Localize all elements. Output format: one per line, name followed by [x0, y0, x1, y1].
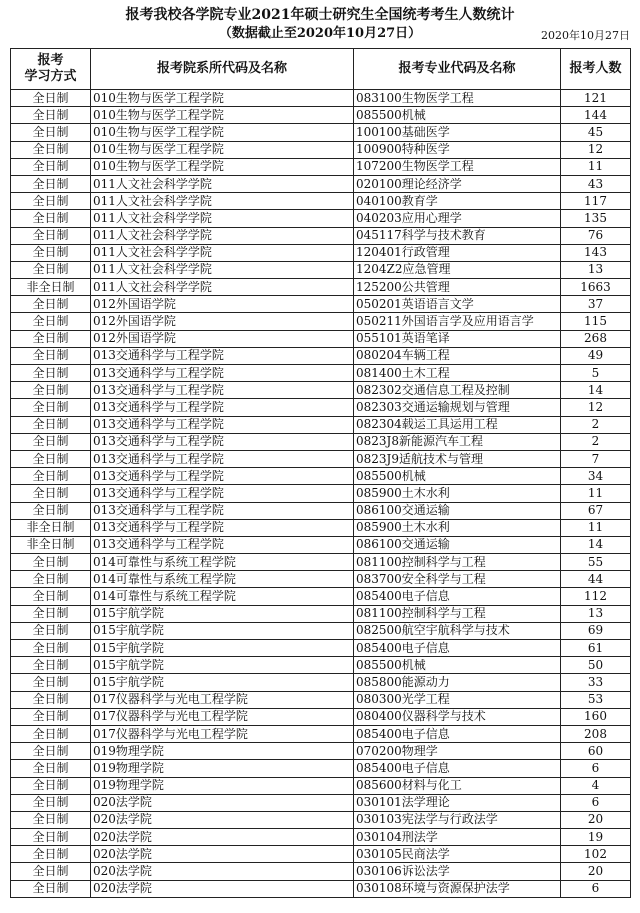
cell-study-mode: 全日制: [11, 90, 91, 107]
table-row: [11, 863, 631, 880]
table-row: [11, 330, 631, 347]
cell-study-mode: 全日制: [11, 588, 91, 605]
cell-applicant-count: 7: [561, 450, 631, 467]
cell-study-mode: 全日制: [11, 433, 91, 450]
cell-department: 013交通科学与工程学院: [91, 382, 354, 399]
cell-major: 045117科学与技术教育: [354, 227, 561, 244]
cell-study-mode: 全日制: [11, 554, 91, 571]
cell-applicant-count: 33: [561, 674, 631, 691]
cell-department: 014可靠性与系统工程学院: [91, 571, 354, 588]
cell-applicant-count: 69: [561, 622, 631, 639]
table-row: [11, 485, 631, 502]
table-row: [11, 227, 631, 244]
cell-department: 013交通科学与工程学院: [91, 536, 354, 553]
cell-applicant-count: 11: [561, 158, 631, 175]
header-applicant-count: 报考人数: [561, 49, 631, 90]
table-row: [11, 141, 631, 158]
cell-department: 013交通科学与工程学院: [91, 502, 354, 519]
cell-major: 030105民商法学: [354, 846, 561, 863]
cell-major: 040203应用心理学: [354, 210, 561, 227]
cell-applicant-count: 20: [561, 863, 631, 880]
table-row: [11, 261, 631, 278]
table-row: [11, 502, 631, 519]
cell-applicant-count: 112: [561, 588, 631, 605]
table-row: [11, 175, 631, 192]
table-row: [11, 468, 631, 485]
table-row: [11, 846, 631, 863]
cell-department: 015宇航学院: [91, 640, 354, 657]
table-row: [11, 124, 631, 141]
cell-applicant-count: 53: [561, 691, 631, 708]
cell-department: 013交通科学与工程学院: [91, 347, 354, 364]
cell-major: 040100教育学: [354, 193, 561, 210]
cell-department: 020法学院: [91, 794, 354, 811]
cell-department: 012外国语学院: [91, 296, 354, 313]
document-date: 2020年10月27日: [541, 29, 630, 42]
cell-study-mode: 全日制: [11, 347, 91, 364]
cell-department: 013交通科学与工程学院: [91, 519, 354, 536]
cell-applicant-count: 6: [561, 880, 631, 897]
cell-major: 082304载运工具运用工程: [354, 416, 561, 433]
cell-applicant-count: 2: [561, 433, 631, 450]
table-row: [11, 244, 631, 261]
cell-major: 080300光学工程: [354, 691, 561, 708]
table-row: [11, 210, 631, 227]
cell-applicant-count: 11: [561, 519, 631, 536]
cell-study-mode: 全日制: [11, 829, 91, 846]
cell-department: 019物理学院: [91, 743, 354, 760]
cell-major: 086100交通运输: [354, 536, 561, 553]
cell-study-mode: 全日制: [11, 777, 91, 794]
cell-major: 100900特种医学: [354, 141, 561, 158]
cell-department: 010生物与医学工程学院: [91, 90, 354, 107]
cell-study-mode: 全日制: [11, 811, 91, 828]
cell-major: 1204Z2应急管理: [354, 261, 561, 278]
cell-major: 085400电子信息: [354, 725, 561, 742]
table-row: [11, 365, 631, 382]
cell-major: 086100交通运输: [354, 502, 561, 519]
cell-study-mode: 全日制: [11, 468, 91, 485]
cell-department: 013交通科学与工程学院: [91, 450, 354, 467]
table-row: [11, 640, 631, 657]
cell-applicant-count: 34: [561, 468, 631, 485]
cell-study-mode: 全日制: [11, 416, 91, 433]
cell-study-mode: 全日制: [11, 880, 91, 897]
table-row: [11, 605, 631, 622]
cell-applicant-count: 1663: [561, 279, 631, 296]
table-row: [11, 90, 631, 107]
cell-applicant-count: 4: [561, 777, 631, 794]
cell-department: 020法学院: [91, 863, 354, 880]
table-row: [11, 313, 631, 330]
table-row: [11, 622, 631, 639]
cell-major: 030103宪法学与行政法学: [354, 811, 561, 828]
cell-applicant-count: 14: [561, 536, 631, 553]
cell-applicant-count: 76: [561, 227, 631, 244]
cell-department: 015宇航学院: [91, 622, 354, 639]
cell-study-mode: 全日制: [11, 691, 91, 708]
cell-department: 011人文社会科学学院: [91, 175, 354, 192]
table-row: [11, 743, 631, 760]
table-row: [11, 571, 631, 588]
table-row: [11, 880, 631, 897]
cell-applicant-count: 61: [561, 640, 631, 657]
cell-major: 030101法学理论: [354, 794, 561, 811]
cell-applicant-count: 135: [561, 210, 631, 227]
table-row: [11, 725, 631, 742]
document-title: 报考我校各学院专业2021年硕士研究生全国统考考生人数统计: [125, 7, 515, 23]
cell-applicant-count: 6: [561, 794, 631, 811]
cell-study-mode: 全日制: [11, 794, 91, 811]
cell-major: 120401行政管理: [354, 244, 561, 261]
table-row: [11, 588, 631, 605]
table-row: [11, 674, 631, 691]
table-row: [11, 536, 631, 553]
cell-department: 011人文社会科学学院: [91, 193, 354, 210]
cell-applicant-count: 19: [561, 829, 631, 846]
cell-department: 015宇航学院: [91, 605, 354, 622]
cell-applicant-count: 43: [561, 175, 631, 192]
cell-department: 010生物与医学工程学院: [91, 124, 354, 141]
cell-applicant-count: 143: [561, 244, 631, 261]
table-row: [11, 399, 631, 416]
table-row: [11, 829, 631, 846]
cell-applicant-count: 160: [561, 708, 631, 725]
table-row: [11, 691, 631, 708]
cell-applicant-count: 11: [561, 485, 631, 502]
cell-major: 082500航空宇航科学与技术: [354, 622, 561, 639]
cell-department: 010生物与医学工程学院: [91, 158, 354, 175]
cell-study-mode: 全日制: [11, 502, 91, 519]
cell-department: 020法学院: [91, 846, 354, 863]
cell-major: 081100控制科学与工程: [354, 605, 561, 622]
cell-study-mode: 全日制: [11, 124, 91, 141]
cell-applicant-count: 55: [561, 554, 631, 571]
cell-major: 085500机械: [354, 657, 561, 674]
cell-study-mode: 全日制: [11, 382, 91, 399]
cell-major: 030104刑法学: [354, 829, 561, 846]
header-study-mode: 报考 学习方式: [11, 49, 91, 90]
cell-study-mode: 全日制: [11, 175, 91, 192]
cell-study-mode: 全日制: [11, 743, 91, 760]
cell-applicant-count: 208: [561, 725, 631, 742]
cell-major: 050201英语语言文学: [354, 296, 561, 313]
cell-department: 020法学院: [91, 829, 354, 846]
cell-applicant-count: 13: [561, 261, 631, 278]
cell-major: 081100控制科学与工程: [354, 554, 561, 571]
cell-applicant-count: 60: [561, 743, 631, 760]
cell-study-mode: 非全日制: [11, 279, 91, 296]
cell-study-mode: 全日制: [11, 330, 91, 347]
cell-study-mode: 全日制: [11, 296, 91, 313]
cell-department: 013交通科学与工程学院: [91, 433, 354, 450]
cell-department: 011人文社会科学学院: [91, 279, 354, 296]
cell-applicant-count: 50: [561, 657, 631, 674]
cell-major: 085500机械: [354, 468, 561, 485]
cell-department: 013交通科学与工程学院: [91, 485, 354, 502]
cell-department: 017仪器科学与光电工程学院: [91, 725, 354, 742]
header-major: 报考专业代码及名称: [354, 49, 561, 90]
cell-major: 085400电子信息: [354, 760, 561, 777]
cell-applicant-count: 268: [561, 330, 631, 347]
table-row: [11, 193, 631, 210]
cell-study-mode: 全日制: [11, 450, 91, 467]
cell-study-mode: 全日制: [11, 313, 91, 330]
cell-applicant-count: 67: [561, 502, 631, 519]
cell-applicant-count: 117: [561, 193, 631, 210]
cell-major: 055101英语笔译: [354, 330, 561, 347]
table-row: [11, 296, 631, 313]
cell-applicant-count: 5: [561, 365, 631, 382]
cell-department: 011人文社会科学学院: [91, 210, 354, 227]
cell-study-mode: 全日制: [11, 725, 91, 742]
cell-study-mode: 全日制: [11, 210, 91, 227]
table-row: [11, 416, 631, 433]
table-row: [11, 811, 631, 828]
cell-department: 017仪器科学与光电工程学院: [91, 691, 354, 708]
cell-study-mode: 全日制: [11, 261, 91, 278]
cell-study-mode: 非全日制: [11, 536, 91, 553]
cell-major: 107200生物医学工程: [354, 158, 561, 175]
cell-applicant-count: 13: [561, 605, 631, 622]
cell-department: 020法学院: [91, 880, 354, 897]
cell-study-mode: 全日制: [11, 640, 91, 657]
table-row: [11, 382, 631, 399]
table-row: [11, 657, 631, 674]
cell-major: 125200公共管理: [354, 279, 561, 296]
cell-study-mode: 全日制: [11, 365, 91, 382]
cell-study-mode: 全日制: [11, 107, 91, 124]
cell-department: 013交通科学与工程学院: [91, 468, 354, 485]
cell-department: 017仪器科学与光电工程学院: [91, 708, 354, 725]
cell-major: 085600材料与化工: [354, 777, 561, 794]
cell-study-mode: 全日制: [11, 571, 91, 588]
cell-study-mode: 非全日制: [11, 519, 91, 536]
cell-department: 019物理学院: [91, 777, 354, 794]
cell-applicant-count: 37: [561, 296, 631, 313]
cell-major: 050211外国语言学及应用语言学: [354, 313, 561, 330]
table-row: [11, 107, 631, 124]
cell-applicant-count: 115: [561, 313, 631, 330]
cell-major: 085400电子信息: [354, 640, 561, 657]
table-row: [11, 433, 631, 450]
table-row: [11, 450, 631, 467]
cell-study-mode: 全日制: [11, 846, 91, 863]
cell-department: 019物理学院: [91, 760, 354, 777]
cell-department: 012外国语学院: [91, 313, 354, 330]
cell-department: 015宇航学院: [91, 674, 354, 691]
cell-department: 010生物与医学工程学院: [91, 141, 354, 158]
table-row: [11, 554, 631, 571]
cell-applicant-count: 44: [561, 571, 631, 588]
cell-department: 012外国语学院: [91, 330, 354, 347]
cell-major: 0823J8新能源汽车工程: [354, 433, 561, 450]
cell-applicant-count: 20: [561, 811, 631, 828]
cell-study-mode: 全日制: [11, 158, 91, 175]
cell-major: 030106诉讼法学: [354, 863, 561, 880]
cell-department: 010生物与医学工程学院: [91, 107, 354, 124]
table-row: [11, 708, 631, 725]
cell-study-mode: 全日制: [11, 863, 91, 880]
cell-applicant-count: 144: [561, 107, 631, 124]
cell-major: 085900土木水利: [354, 519, 561, 536]
cell-study-mode: 全日制: [11, 657, 91, 674]
cell-applicant-count: 6: [561, 760, 631, 777]
cell-major: 070200物理学: [354, 743, 561, 760]
cell-major: 100100基础医学: [354, 124, 561, 141]
cell-major: 0823J9适航技术与管理: [354, 450, 561, 467]
cell-major: 082302交通信息工程及控制: [354, 382, 561, 399]
cell-applicant-count: 12: [561, 141, 631, 158]
table-row: [11, 519, 631, 536]
cell-department: 011人文社会科学学院: [91, 244, 354, 261]
cell-applicant-count: 14: [561, 382, 631, 399]
header-department: 报考院系所代码及名称: [91, 49, 354, 90]
cell-major: 085500机械: [354, 107, 561, 124]
cell-study-mode: 全日制: [11, 622, 91, 639]
cell-study-mode: 全日制: [11, 244, 91, 261]
cell-department: 011人文社会科学学院: [91, 227, 354, 244]
cell-department: 013交通科学与工程学院: [91, 399, 354, 416]
table-body: [11, 90, 631, 898]
cell-applicant-count: 49: [561, 347, 631, 364]
cell-study-mode: 全日制: [11, 485, 91, 502]
cell-major: 083100生物医学工程: [354, 90, 561, 107]
table-row: [11, 794, 631, 811]
cell-applicant-count: 121: [561, 90, 631, 107]
table-row: [11, 158, 631, 175]
cell-major: 030108环境与资源保护法学: [354, 880, 561, 897]
cell-study-mode: 全日制: [11, 674, 91, 691]
cell-applicant-count: 12: [561, 399, 631, 416]
cell-department: 015宇航学院: [91, 657, 354, 674]
cell-study-mode: 全日制: [11, 399, 91, 416]
cell-major: 080400仪器科学与技术: [354, 708, 561, 725]
cell-major: 085800能源动力: [354, 674, 561, 691]
statistics-table: [10, 48, 631, 898]
cell-study-mode: 全日制: [11, 708, 91, 725]
cell-applicant-count: 102: [561, 846, 631, 863]
cell-department: 013交通科学与工程学院: [91, 365, 354, 382]
table-row: [11, 777, 631, 794]
cell-major: 085400电子信息: [354, 588, 561, 605]
table-row: [11, 279, 631, 296]
cell-study-mode: 全日制: [11, 760, 91, 777]
cell-major: 020100理论经济学: [354, 175, 561, 192]
document-subtitle: （数据截止至2020年10月27日）: [218, 26, 422, 41]
cell-study-mode: 全日制: [11, 141, 91, 158]
cell-department: 014可靠性与系统工程学院: [91, 588, 354, 605]
table-row: [11, 347, 631, 364]
cell-major: 085900土木水利: [354, 485, 561, 502]
cell-study-mode: 全日制: [11, 227, 91, 244]
cell-major: 080204车辆工程: [354, 347, 561, 364]
cell-major: 081400土木工程: [354, 365, 561, 382]
table-row: [11, 760, 631, 777]
cell-major: 082303交通运输规划与管理: [354, 399, 561, 416]
table-header-row: [11, 49, 631, 90]
cell-study-mode: 全日制: [11, 605, 91, 622]
cell-study-mode: 全日制: [11, 193, 91, 210]
cell-major: 083700安全科学与工程: [354, 571, 561, 588]
cell-applicant-count: 2: [561, 416, 631, 433]
cell-department: 011人文社会科学学院: [91, 261, 354, 278]
cell-department: 013交通科学与工程学院: [91, 416, 354, 433]
cell-department: 020法学院: [91, 811, 354, 828]
cell-applicant-count: 45: [561, 124, 631, 141]
cell-department: 014可靠性与系统工程学院: [91, 554, 354, 571]
